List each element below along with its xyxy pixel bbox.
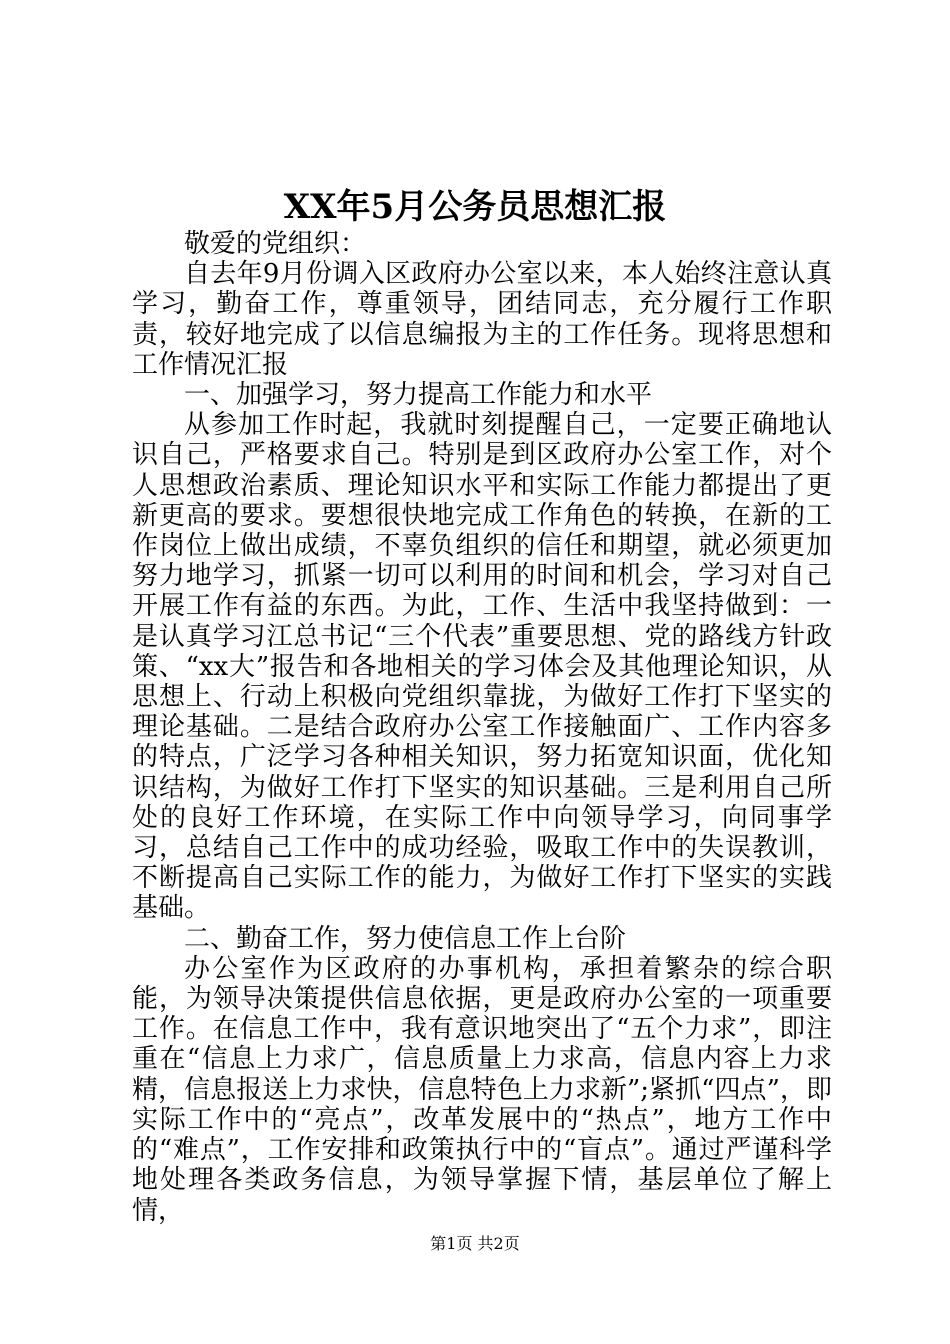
section-heading-1: 一、加强学习，努力提高工作能力和水平: [184, 380, 653, 411]
document-body: [132, 229, 832, 1226]
salutation: 敬爱的党组织：: [184, 229, 367, 259]
section-heading-2: 二、勤奋工作，努力使信息工作上台阶: [184, 923, 627, 954]
page-footer: 第1页 共2页: [430, 1234, 520, 1253]
section-paragraph-1: 从参加工作时起，我就时刻提醒自己，一定要正确地认识自己，严格要求自己。特别是到区政府办公室工作，对个人思想政治素质、理论知识水平和实际工作能力都提出了更新更高的要求。要想很快地完成工作角色的转换，在新的工作岗位上做出成绩，不辜负组织的信任和期望，就必须更加努力地学习，抓紧一切可以利用的时间和机会，学习对自己开展工作有益的东西。为此，工作、生活中我坚持做到：一是认真学习江总书记“三个代表”重要思想、党的路线方针政策、“xx大”报告和各地相关的学习体会及其他理论知识，从思想上、行动上积极向党组织靠拢，为做好工作打下坚实的理论基础。二是结合政府办公室工作接触面广、工作内容多的特点，广泛学习各种相关知识，努力拓宽知识面，优化知识结构，为做好工作打下坚实的知识基础。三是利用自己所处的良好工作环境，在实际工作中向领导学习，向同事学习，总结自己工作中的成功经验，吸取工作中的失误教训，不断提高自己实际工作的能力，为做好工作打下坚实的实践基础。: [132, 410, 832, 924]
document-title: XX年5月公务员思想汇报: [283, 187, 667, 227]
section-paragraph-2: 办公室作为区政府的办事机构，承担着繁杂的综合职能，为领导决策提供信息依据，更是政府办公室的一项重要工作。在信息工作中，我有意识地突出了“五个力求”，即注重在“信息上力求广，信息质量上力求高，信息内容上力求精，信息报送上力求快，信息特色上力求新”;紧抓“四点”，即实际工作中的“亮点”，改革发展中的“热点”，地方工作中的“难点”，工作安排和政策执行中的“盲点”。通过严谨科学地处理各类政务信息，为领导掌握下情，基层单位了解上情，: [132, 953, 832, 1226]
intro-paragraph: 自去年9月份调入区政府办公室以来，本人始终注意认真学习，勤奋工作，尊重领导，团结同志，充分履行工作职责，较好地完成了以信息编报为主的工作任务。现将思想和工作情况汇报: [132, 259, 832, 380]
